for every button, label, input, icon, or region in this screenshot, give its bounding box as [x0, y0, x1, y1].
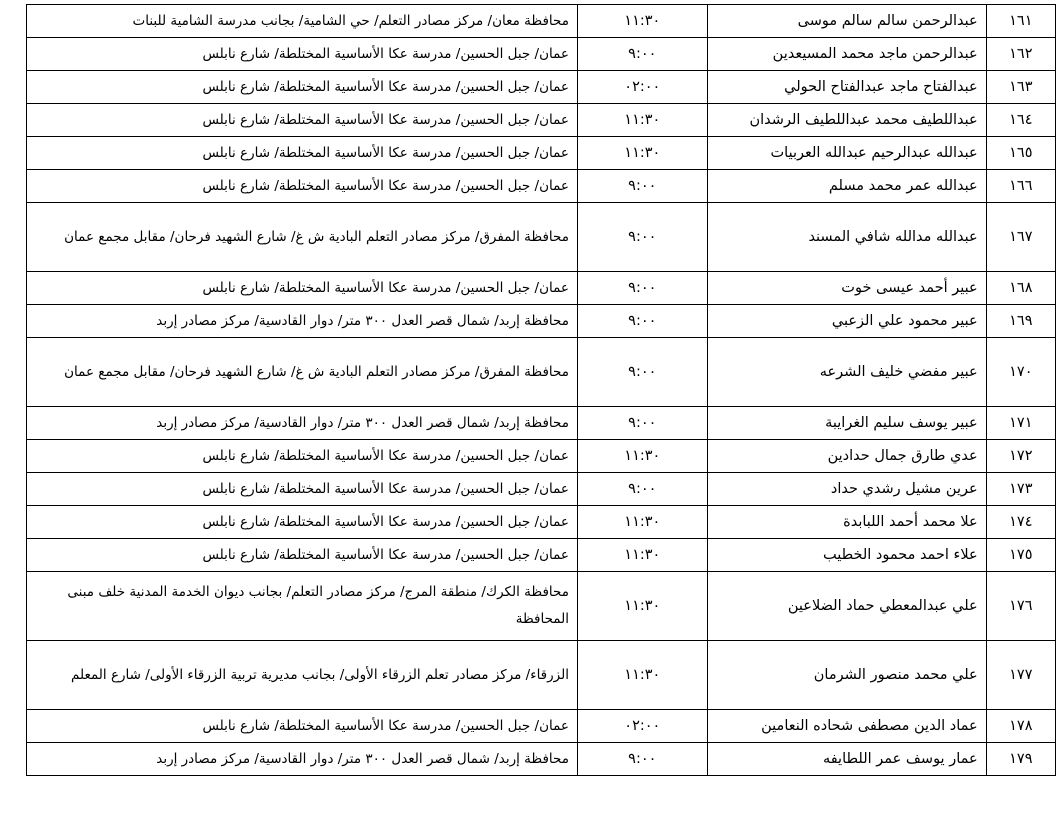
row-number: ١٧٨	[986, 710, 1055, 743]
exam-location: عمان/ جبل الحسين/ مدرسة عكا الأساسية المختلطة/ شارع نابلس	[27, 170, 578, 203]
exam-time: ٠٢:٠٠	[577, 71, 707, 104]
exam-location: الزرقاء/ مركز مصادر تعلم الزرقاء الأولى/ بجانب مديرية تربية الزرقاء الأولى/ شارع المعلم	[27, 641, 578, 710]
candidate-name: عبير أحمد عيسى خوت	[707, 272, 986, 305]
table-row	[27, 38, 1056, 71]
exam-time: ١١:٣٠	[577, 5, 707, 38]
exam-time: ٠٢:٠٠	[577, 710, 707, 743]
candidate-name: علا محمد أحمد اللبابدة	[707, 506, 986, 539]
row-number: ١٦٣	[986, 71, 1055, 104]
candidate-name: عماد الدين مصطفى شحاده النعامين	[707, 710, 986, 743]
exam-location: عمان/ جبل الحسين/ مدرسة عكا الأساسية المختلطة/ شارع نابلس	[27, 137, 578, 170]
exam-time: ٩:٠٠	[577, 305, 707, 338]
exam-location: عمان/ جبل الحسين/ مدرسة عكا الأساسية المختلطة/ شارع نابلس	[27, 473, 578, 506]
table-row	[27, 338, 1056, 407]
table-row	[27, 743, 1056, 776]
exam-location: عمان/ جبل الحسين/ مدرسة عكا الأساسية المختلطة/ شارع نابلس	[27, 440, 578, 473]
table-row	[27, 305, 1056, 338]
row-number: ١٦١	[986, 5, 1055, 38]
exam-location: عمان/ جبل الحسين/ مدرسة عكا الأساسية المختلطة/ شارع نابلس	[27, 272, 578, 305]
row-number: ١٧٧	[986, 641, 1055, 710]
table-row	[27, 572, 1056, 641]
candidate-name: عمار يوسف عمر اللطايفه	[707, 743, 986, 776]
exam-location: عمان/ جبل الحسين/ مدرسة عكا الأساسية المختلطة/ شارع نابلس	[27, 71, 578, 104]
table-row	[27, 473, 1056, 506]
candidate-name: عبدالرحمن ماجد محمد المسيعدين	[707, 38, 986, 71]
table-row	[27, 203, 1056, 272]
table-row	[27, 539, 1056, 572]
exam-location: محافظة المفرق/ مركز مصادر التعلم البادية ش غ/ شارع الشهيد فرحان/ مقابل مجمع عمان	[27, 338, 578, 407]
row-number: ١٦٥	[986, 137, 1055, 170]
table-row	[27, 71, 1056, 104]
candidate-name: عرين مشيل رشدي حداد	[707, 473, 986, 506]
candidate-name: عبير مفضي خليف الشرعه	[707, 338, 986, 407]
table-row	[27, 407, 1056, 440]
exam-location: عمان/ جبل الحسين/ مدرسة عكا الأساسية المختلطة/ شارع نابلس	[27, 710, 578, 743]
exam-time: ١١:٣٠	[577, 641, 707, 710]
row-number: ١٦٧	[986, 203, 1055, 272]
exam-time: ٩:٠٠	[577, 407, 707, 440]
row-number: ١٧٥	[986, 539, 1055, 572]
schedule-table	[26, 4, 1056, 776]
exam-location: محافظة إربد/ شمال قصر العدل ٣٠٠ متر/ دوار القادسية/ مركز مصادر إربد	[27, 407, 578, 440]
row-number: ١٦٨	[986, 272, 1055, 305]
candidate-name: عبدالفتاح ماجد عبدالفتاح الحولي	[707, 71, 986, 104]
row-number: ١٧٦	[986, 572, 1055, 641]
exam-location: محافظة إربد/ شمال قصر العدل ٣٠٠ متر/ دوار القادسية/ مركز مصادر إربد	[27, 743, 578, 776]
exam-time: ٩:٠٠	[577, 743, 707, 776]
table-row	[27, 137, 1056, 170]
table-row	[27, 272, 1056, 305]
exam-location: عمان/ جبل الحسين/ مدرسة عكا الأساسية المختلطة/ شارع نابلس	[27, 104, 578, 137]
candidate-name: عبدالله عبدالرحيم عبدالله العربيات	[707, 137, 986, 170]
table-row	[27, 506, 1056, 539]
row-number: ١٧٣	[986, 473, 1055, 506]
row-number: ١٦٤	[986, 104, 1055, 137]
candidate-name: علاء احمد محمود الخطيب	[707, 539, 986, 572]
candidate-name: علي عبدالمعطي حماد الضلاعين	[707, 572, 986, 641]
candidate-name: عبدالله مدالله شافي المسند	[707, 203, 986, 272]
candidate-name: عبير محمود علي الزعبي	[707, 305, 986, 338]
exam-time: ١١:٣٠	[577, 104, 707, 137]
exam-location: محافظة المفرق/ مركز مصادر التعلم البادية ش غ/ شارع الشهيد فرحان/ مقابل مجمع عمان	[27, 203, 578, 272]
table-row	[27, 170, 1056, 203]
row-number: ١٧٩	[986, 743, 1055, 776]
exam-time: ١١:٣٠	[577, 137, 707, 170]
schedule-table-body	[27, 5, 1056, 776]
table-row	[27, 641, 1056, 710]
candidate-name: عدي طارق جمال حدادين	[707, 440, 986, 473]
exam-location: محافظة معان/ مركز مصادر التعلم/ حي الشامية/ بجانب مدرسة الشامية للبنات	[27, 5, 578, 38]
row-number: ١٦٩	[986, 305, 1055, 338]
table-row	[27, 104, 1056, 137]
exam-time: ٩:٠٠	[577, 473, 707, 506]
exam-location: عمان/ جبل الحسين/ مدرسة عكا الأساسية المختلطة/ شارع نابلس	[27, 539, 578, 572]
table-row	[27, 440, 1056, 473]
exam-time: ١١:٣٠	[577, 440, 707, 473]
candidate-name: عبير يوسف سليم الغرايبة	[707, 407, 986, 440]
exam-time: ٩:٠٠	[577, 170, 707, 203]
exam-time: ٩:٠٠	[577, 203, 707, 272]
exam-time: ٩:٠٠	[577, 338, 707, 407]
exam-time: ١١:٣٠	[577, 539, 707, 572]
candidate-name: عبداللطيف محمد عبداللطيف الرشدان	[707, 104, 986, 137]
row-number: ١٦٢	[986, 38, 1055, 71]
exam-time: ١١:٣٠	[577, 506, 707, 539]
candidate-name: عبدالرحمن سالم سالم موسى	[707, 5, 986, 38]
exam-location: عمان/ جبل الحسين/ مدرسة عكا الأساسية المختلطة/ شارع نابلس	[27, 506, 578, 539]
table-row	[27, 710, 1056, 743]
exam-time: ٩:٠٠	[577, 38, 707, 71]
row-number: ١٧٢	[986, 440, 1055, 473]
exam-location: عمان/ جبل الحسين/ مدرسة عكا الأساسية المختلطة/ شارع نابلس	[27, 38, 578, 71]
candidate-name: عبدالله عمر محمد مسلم	[707, 170, 986, 203]
row-number: ١٧١	[986, 407, 1055, 440]
row-number: ١٧٤	[986, 506, 1055, 539]
row-number: ١٧٠	[986, 338, 1055, 407]
table-row	[27, 5, 1056, 38]
exam-time: ١١:٣٠	[577, 572, 707, 641]
candidate-name: علي محمد منصور الشرمان	[707, 641, 986, 710]
exam-location: محافظة إربد/ شمال قصر العدل ٣٠٠ متر/ دوار القادسية/ مركز مصادر إربد	[27, 305, 578, 338]
exam-time: ٩:٠٠	[577, 272, 707, 305]
exam-location: محافظة الكرك/ منطقة المرج/ مركز مصادر التعلم/ بجانب ديوان الخدمة المدنية خلف مبنى المحافظة	[27, 572, 578, 641]
row-number: ١٦٦	[986, 170, 1055, 203]
